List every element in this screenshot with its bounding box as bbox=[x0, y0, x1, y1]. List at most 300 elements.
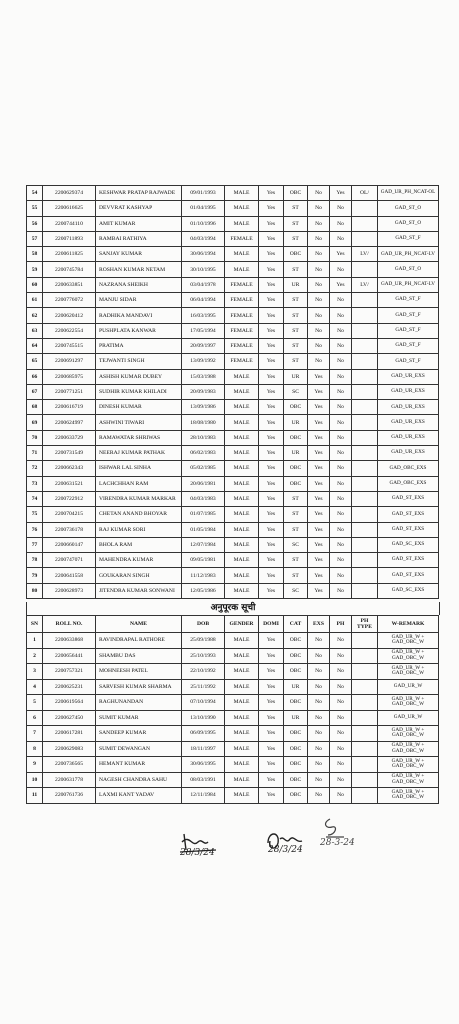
cell-gender: FEMALE bbox=[225, 354, 259, 369]
cell-name: BHOLA RAM bbox=[96, 537, 182, 552]
cell-w-remark: GAD_UR_W + GAD_OBC_W bbox=[378, 633, 439, 649]
supplementary-list-title: अनुपूरक सूची bbox=[26, 602, 440, 615]
cell-w-remark: GAD_UR_W + GAD_OBC_W bbox=[378, 741, 439, 757]
cell-w-remark: GAD_UR_PH_NCAT-LV bbox=[378, 277, 439, 292]
cell-domi: Yes bbox=[259, 446, 284, 461]
cell-ph: No bbox=[330, 522, 352, 537]
cell-gender: MALE bbox=[225, 400, 259, 415]
cell-cat: ST bbox=[284, 553, 308, 568]
cell-ph-type bbox=[352, 262, 378, 277]
cell-name: ASHISH KUMAR DUBEY bbox=[96, 369, 182, 384]
cell-ph-type bbox=[352, 537, 378, 552]
cell-sn: 70 bbox=[27, 430, 43, 445]
table-row bbox=[27, 772, 439, 788]
cell-w-remark: GAD_ST_F bbox=[378, 338, 439, 353]
cell-w-remark: GAD_UR_EXS bbox=[378, 446, 439, 461]
cell-cat: OBC bbox=[284, 186, 308, 201]
cell-cat: SC bbox=[284, 537, 308, 552]
cell-name: ASHWINI TIWARI bbox=[96, 415, 182, 430]
table-row bbox=[27, 633, 439, 649]
table-row bbox=[27, 400, 439, 415]
cell-ph-type bbox=[352, 741, 378, 757]
cell-domi: Yes bbox=[259, 710, 284, 726]
cell-gender: MALE bbox=[225, 384, 259, 399]
cell-gender: MALE bbox=[225, 726, 259, 742]
cell-roll: 2200625231 bbox=[43, 679, 96, 695]
header-dob: DOB bbox=[182, 616, 225, 633]
cell-name: MAHENDRA KUMAR bbox=[96, 553, 182, 568]
cell-cat: ST bbox=[284, 216, 308, 231]
cell-ph-type bbox=[352, 308, 378, 323]
table-row bbox=[27, 648, 439, 664]
cell-sn: 54 bbox=[27, 186, 43, 201]
cell-cat: OBC bbox=[284, 461, 308, 476]
cell-w-remark: GAD_UR_W bbox=[378, 679, 439, 695]
cell-sn: 73 bbox=[27, 476, 43, 491]
cell-exs: Yes bbox=[308, 507, 330, 522]
cell-ph-type bbox=[352, 231, 378, 246]
cell-cat: ST bbox=[284, 231, 308, 246]
cell-domi: Yes bbox=[259, 507, 284, 522]
cell-roll: 2200747071 bbox=[43, 553, 96, 568]
cell-ph-type bbox=[352, 648, 378, 664]
cell-exs: Yes bbox=[308, 537, 330, 552]
cell-dob: 30/06/1994 bbox=[182, 247, 225, 262]
cell-domi: Yes bbox=[259, 537, 284, 552]
cell-sn: 67 bbox=[27, 384, 43, 399]
cell-exs: No bbox=[308, 679, 330, 695]
cell-name: JITENDRA KUMAR SONWANI bbox=[96, 583, 182, 598]
cell-w-remark: GAD_UR_EXS bbox=[378, 415, 439, 430]
cell-ph: No bbox=[330, 491, 352, 506]
cell-sn: 65 bbox=[27, 354, 43, 369]
cell-w-remark: GAD_UR_W + GAD_OBC_W bbox=[378, 648, 439, 664]
cell-cat: OBC bbox=[284, 648, 308, 664]
cell-ph: No bbox=[330, 553, 352, 568]
cell-ph: No bbox=[330, 648, 352, 664]
cell-cat: ST bbox=[284, 262, 308, 277]
cell-domi: Yes bbox=[259, 201, 284, 216]
table-row bbox=[27, 369, 439, 384]
cell-cat: SC bbox=[284, 583, 308, 598]
cell-dob: 18/08/1980 bbox=[182, 415, 225, 430]
cell-w-remark: GAD_ST_F bbox=[378, 308, 439, 323]
cell-ph: No bbox=[330, 461, 352, 476]
cell-name: NEERAJ KUMAR PATHAK bbox=[96, 446, 182, 461]
cell-exs: No bbox=[308, 338, 330, 353]
cell-dob: 13/09/1986 bbox=[182, 400, 225, 415]
header-ph: PH bbox=[330, 616, 352, 633]
cell-roll: 2200620412 bbox=[43, 308, 96, 323]
cell-dob: 07/10/1994 bbox=[182, 695, 225, 711]
cell-roll: 2200622554 bbox=[43, 323, 96, 338]
header-roll: ROLL NO. bbox=[43, 616, 96, 633]
cell-name: DINESH KUMAR bbox=[96, 400, 182, 415]
cell-exs: No bbox=[308, 741, 330, 757]
cell-name: NAZRANA SHEIKH bbox=[96, 277, 182, 292]
cell-ph-type bbox=[352, 726, 378, 742]
cell-dob: 20/06/1981 bbox=[182, 476, 225, 491]
cell-cat: ST bbox=[284, 338, 308, 353]
cell-dob: 28/10/1983 bbox=[182, 430, 225, 445]
cell-ph-type bbox=[352, 216, 378, 231]
table-row bbox=[27, 293, 439, 308]
cell-domi: Yes bbox=[259, 741, 284, 757]
cell-ph: No bbox=[330, 633, 352, 649]
cell-w-remark: GAD_UR_W + GAD_OBC_W bbox=[378, 695, 439, 711]
cell-exs: Yes bbox=[308, 400, 330, 415]
cell-exs: Yes bbox=[308, 430, 330, 445]
cell-domi: Yes bbox=[259, 430, 284, 445]
cell-cat: UR bbox=[284, 415, 308, 430]
cell-dob: 13/10/1990 bbox=[182, 710, 225, 726]
cell-exs: No bbox=[308, 788, 330, 804]
cell-roll: 2200656441 bbox=[43, 648, 96, 664]
table-row bbox=[27, 247, 439, 262]
cell-roll: 2200631778 bbox=[43, 772, 96, 788]
cell-gender: MALE bbox=[225, 710, 259, 726]
cell-w-remark: GAD_OBC_EXS bbox=[378, 461, 439, 476]
cell-domi: Yes bbox=[259, 461, 284, 476]
cell-gender: MALE bbox=[225, 648, 259, 664]
cell-name: TEJWANTI SINGH bbox=[96, 354, 182, 369]
cell-sn: 60 bbox=[27, 277, 43, 292]
cell-dob: 12/11/1984 bbox=[182, 788, 225, 804]
cell-ph: No bbox=[330, 308, 352, 323]
cell-ph: No bbox=[330, 583, 352, 598]
cell-cat: ST bbox=[284, 201, 308, 216]
cell-domi: Yes bbox=[259, 369, 284, 384]
cell-ph: No bbox=[330, 507, 352, 522]
cell-cat: OBC bbox=[284, 400, 308, 415]
cell-ph-type bbox=[352, 788, 378, 804]
header-exs: EXS bbox=[308, 616, 330, 633]
cell-gender: MALE bbox=[225, 583, 259, 598]
cell-roll: 2200757321 bbox=[43, 664, 96, 680]
cell-ph-type: LV/ bbox=[352, 247, 378, 262]
cell-ph: No bbox=[330, 772, 352, 788]
cell-gender: MALE bbox=[225, 568, 259, 583]
cell-ph: Yes bbox=[330, 277, 352, 292]
cell-domi: Yes bbox=[259, 262, 284, 277]
cell-exs: Yes bbox=[308, 461, 330, 476]
cell-dob: 03/04/1978 bbox=[182, 277, 225, 292]
cell-dob: 20/09/1997 bbox=[182, 338, 225, 353]
table-row bbox=[27, 354, 439, 369]
table-row bbox=[27, 231, 439, 246]
header-ph-type: PH TYPE bbox=[352, 616, 378, 633]
cell-ph-type bbox=[352, 430, 378, 445]
cell-sn: 64 bbox=[27, 338, 43, 353]
cell-domi: Yes bbox=[259, 476, 284, 491]
cell-sn: 76 bbox=[27, 522, 43, 537]
cell-gender: MALE bbox=[225, 216, 259, 231]
cell-w-remark: GAD_ST_EXS bbox=[378, 491, 439, 506]
cell-roll: 2200633851 bbox=[43, 277, 96, 292]
cell-name: PUSHPLATA KANWAR bbox=[96, 323, 182, 338]
header-name: NAME bbox=[96, 616, 182, 633]
cell-name: SHAMBU DAS bbox=[96, 648, 182, 664]
table-row bbox=[27, 710, 439, 726]
table-row bbox=[27, 201, 439, 216]
cell-dob: 15/03/1988 bbox=[182, 369, 225, 384]
table-row bbox=[27, 446, 439, 461]
cell-exs: Yes bbox=[308, 446, 330, 461]
cell-exs: No bbox=[308, 247, 330, 262]
cell-cat: ST bbox=[284, 354, 308, 369]
cell-cat: ST bbox=[284, 308, 308, 323]
cell-w-remark: GAD_SC_EXS bbox=[378, 583, 439, 598]
signature-3-date: 28-3-24 bbox=[320, 838, 355, 848]
cell-ph-type bbox=[352, 415, 378, 430]
cell-exs: No bbox=[308, 293, 330, 308]
cell-dob: 04/03/1983 bbox=[182, 491, 225, 506]
cell-dob: 01/04/1995 bbox=[182, 201, 225, 216]
table-row bbox=[27, 430, 439, 445]
cell-roll: 2200745515 bbox=[43, 338, 96, 353]
cell-sn: 74 bbox=[27, 491, 43, 506]
cell-roll: 2200662343 bbox=[43, 461, 96, 476]
cell-ph-type bbox=[352, 446, 378, 461]
cell-w-remark: GAD_ST_F bbox=[378, 354, 439, 369]
cell-domi: Yes bbox=[259, 568, 284, 583]
cell-roll: 2200744110 bbox=[43, 216, 96, 231]
cell-name: DEVVRAT KASHYAP bbox=[96, 201, 182, 216]
cell-sn: 8 bbox=[27, 741, 43, 757]
cell-gender: MALE bbox=[225, 633, 259, 649]
cell-ph: No bbox=[330, 664, 352, 680]
cell-sn: 2 bbox=[27, 648, 43, 664]
cell-gender: MALE bbox=[225, 772, 259, 788]
table-row bbox=[27, 491, 439, 506]
cell-exs: Yes bbox=[308, 369, 330, 384]
cell-ph: No bbox=[330, 338, 352, 353]
cell-dob: 06/04/1994 bbox=[182, 293, 225, 308]
cell-domi: Yes bbox=[259, 384, 284, 399]
cell-w-remark: GAD_ST_F bbox=[378, 231, 439, 246]
cell-cat: OBC bbox=[284, 430, 308, 445]
cell-ph: No bbox=[330, 757, 352, 773]
cell-cat: OBC bbox=[284, 695, 308, 711]
cell-roll: 2200628973 bbox=[43, 583, 96, 598]
table-row bbox=[27, 522, 439, 537]
table-row bbox=[27, 308, 439, 323]
cell-cat: UR bbox=[284, 679, 308, 695]
cell-cat: OBC bbox=[284, 247, 308, 262]
cell-roll: 2200745784 bbox=[43, 262, 96, 277]
cell-domi: Yes bbox=[259, 695, 284, 711]
cell-gender: MALE bbox=[225, 741, 259, 757]
cell-name: ROSHAN KUMAR NETAM bbox=[96, 262, 182, 277]
table-row bbox=[27, 216, 439, 231]
cell-ph: No bbox=[330, 369, 352, 384]
cell-gender: MALE bbox=[225, 369, 259, 384]
cell-sn: 6 bbox=[27, 710, 43, 726]
cell-w-remark: GAD_ST_F bbox=[378, 323, 439, 338]
cell-dob: 22/10/1992 bbox=[182, 664, 225, 680]
cell-exs: Yes bbox=[308, 583, 330, 598]
cell-ph-type bbox=[352, 757, 378, 773]
cell-cat: ST bbox=[284, 568, 308, 583]
cell-dob: 08/03/1991 bbox=[182, 772, 225, 788]
cell-roll: 2200660147 bbox=[43, 537, 96, 552]
cell-w-remark: GAD_UR_W bbox=[378, 710, 439, 726]
cell-cat: UR bbox=[284, 710, 308, 726]
header-sn: SN bbox=[27, 616, 43, 633]
cell-ph: No bbox=[330, 430, 352, 445]
cell-roll: 2200685975 bbox=[43, 369, 96, 384]
cell-w-remark: GAD_ST_F bbox=[378, 293, 439, 308]
cell-roll: 2200761736 bbox=[43, 788, 96, 804]
cell-ph-type bbox=[352, 772, 378, 788]
cell-cat: UR bbox=[284, 369, 308, 384]
cell-ph-type bbox=[352, 384, 378, 399]
cell-gender: MALE bbox=[225, 186, 259, 201]
cell-gender: FEMALE bbox=[225, 308, 259, 323]
cell-cat: ST bbox=[284, 293, 308, 308]
cell-sn: 58 bbox=[27, 247, 43, 262]
cell-name: CHETAN ANAND BHOYAR bbox=[96, 507, 182, 522]
cell-sn: 77 bbox=[27, 537, 43, 552]
cell-name: SUDHIR KUMAR KHILADI bbox=[96, 384, 182, 399]
cell-sn: 61 bbox=[27, 293, 43, 308]
cell-name: VIRENDRA KUMAR MARKAR bbox=[96, 491, 182, 506]
table-row bbox=[27, 507, 439, 522]
cell-w-remark: GAD_ST_EXS bbox=[378, 553, 439, 568]
cell-gender: MALE bbox=[225, 664, 259, 680]
table-row bbox=[27, 741, 439, 757]
cell-roll: 2200776072 bbox=[43, 293, 96, 308]
table-row bbox=[27, 537, 439, 552]
cell-gender: MALE bbox=[225, 679, 259, 695]
table-row bbox=[27, 461, 439, 476]
cell-cat: OBC bbox=[284, 741, 308, 757]
cell-ph: No bbox=[330, 446, 352, 461]
cell-w-remark: GAD_ST_EXS bbox=[378, 568, 439, 583]
cell-gender: FEMALE bbox=[225, 277, 259, 292]
table-row bbox=[27, 757, 439, 773]
cell-ph: No bbox=[330, 384, 352, 399]
cell-dob: 25/11/1992 bbox=[182, 679, 225, 695]
cell-sn: 63 bbox=[27, 323, 43, 338]
cell-sn: 4 bbox=[27, 679, 43, 695]
table-row bbox=[27, 415, 439, 430]
cell-gender: MALE bbox=[225, 430, 259, 445]
cell-domi: Yes bbox=[259, 664, 284, 680]
cell-exs: No bbox=[308, 231, 330, 246]
cell-dob: 04/03/1994 bbox=[182, 231, 225, 246]
cell-gender: MALE bbox=[225, 522, 259, 537]
table-header-row bbox=[27, 616, 439, 633]
signature-1-date: 28/3/24 bbox=[180, 848, 215, 858]
cell-dob: 01/07/1985 bbox=[182, 507, 225, 522]
cell-name: RAMBAI RATHIYA bbox=[96, 231, 182, 246]
cell-w-remark: GAD_UR_EXS bbox=[378, 430, 439, 445]
cell-ph: No bbox=[330, 262, 352, 277]
cell-w-remark: GAD_ST_EXS bbox=[378, 507, 439, 522]
cell-domi: Yes bbox=[259, 772, 284, 788]
cell-cat: OBC bbox=[284, 664, 308, 680]
cell-ph-type bbox=[352, 679, 378, 695]
cell-dob: 09/01/1993 bbox=[182, 186, 225, 201]
cell-gender: MALE bbox=[225, 695, 259, 711]
cell-gender: MALE bbox=[225, 461, 259, 476]
header-w-remark: W-REMARK bbox=[378, 616, 439, 633]
cell-name: KESHWAR PRATAP RAJWADE bbox=[96, 186, 182, 201]
cell-roll: 2200771251 bbox=[43, 384, 96, 399]
cell-ph-type bbox=[352, 354, 378, 369]
cell-roll: 2200633868 bbox=[43, 633, 96, 649]
cell-dob: 06/09/1995 bbox=[182, 726, 225, 742]
cell-gender: MALE bbox=[225, 788, 259, 804]
cell-cat: OBC bbox=[284, 726, 308, 742]
cell-cat: ST bbox=[284, 522, 308, 537]
cell-ph: No bbox=[330, 354, 352, 369]
cell-exs: No bbox=[308, 772, 330, 788]
cell-name: RAGHUNANDAN bbox=[96, 695, 182, 711]
cell-ph-type: OL/ bbox=[352, 186, 378, 201]
header-domi: DOMI bbox=[259, 616, 284, 633]
cell-dob: 13/09/1992 bbox=[182, 354, 225, 369]
cell-sn: 3 bbox=[27, 664, 43, 680]
table-row bbox=[27, 553, 439, 568]
cell-domi: Yes bbox=[259, 648, 284, 664]
cell-domi: Yes bbox=[259, 522, 284, 537]
cell-cat: ST bbox=[284, 491, 308, 506]
table-row bbox=[27, 788, 439, 804]
cell-name: RAMAWATAR SHRIWAS bbox=[96, 430, 182, 445]
cell-name: ISHWAR LAL SINHA bbox=[96, 461, 182, 476]
cell-dob: 12/07/1984 bbox=[182, 537, 225, 552]
cell-ph: No bbox=[330, 293, 352, 308]
cell-domi: Yes bbox=[259, 247, 284, 262]
cell-sn: 72 bbox=[27, 461, 43, 476]
cell-dob: 25/09/1988 bbox=[182, 633, 225, 649]
cell-ph: No bbox=[330, 537, 352, 552]
cell-exs: No bbox=[308, 648, 330, 664]
cell-exs: Yes bbox=[308, 415, 330, 430]
cell-dob: 06/02/1983 bbox=[182, 446, 225, 461]
cell-roll: 2200617281 bbox=[43, 726, 96, 742]
cell-ph-type bbox=[352, 583, 378, 598]
cell-gender: MALE bbox=[225, 553, 259, 568]
cell-sn: 9 bbox=[27, 757, 43, 773]
cell-sn: 59 bbox=[27, 262, 43, 277]
cell-dob: 20/09/1983 bbox=[182, 384, 225, 399]
cell-ph: No bbox=[330, 695, 352, 711]
cell-sn: 79 bbox=[27, 568, 43, 583]
cell-gender: FEMALE bbox=[225, 231, 259, 246]
cell-roll: 2200629374 bbox=[43, 186, 96, 201]
cell-domi: Yes bbox=[259, 323, 284, 338]
cell-ph: No bbox=[330, 216, 352, 231]
cell-dob: 30/10/1995 bbox=[182, 262, 225, 277]
cell-ph-type bbox=[352, 664, 378, 680]
cell-exs: Yes bbox=[308, 491, 330, 506]
cell-dob: 30/06/1995 bbox=[182, 757, 225, 773]
cell-exs: Yes bbox=[308, 384, 330, 399]
cell-roll: 2200611825 bbox=[43, 247, 96, 262]
cell-ph-type bbox=[352, 323, 378, 338]
cell-w-remark: GAD_ST_O bbox=[378, 201, 439, 216]
cell-ph: No bbox=[330, 201, 352, 216]
cell-cat: UR bbox=[284, 446, 308, 461]
cell-roll: 2200627450 bbox=[43, 710, 96, 726]
cell-dob: 18/11/1997 bbox=[182, 741, 225, 757]
cell-cat: UR bbox=[284, 277, 308, 292]
table-row bbox=[27, 186, 439, 201]
cell-roll: 2200624997 bbox=[43, 415, 96, 430]
